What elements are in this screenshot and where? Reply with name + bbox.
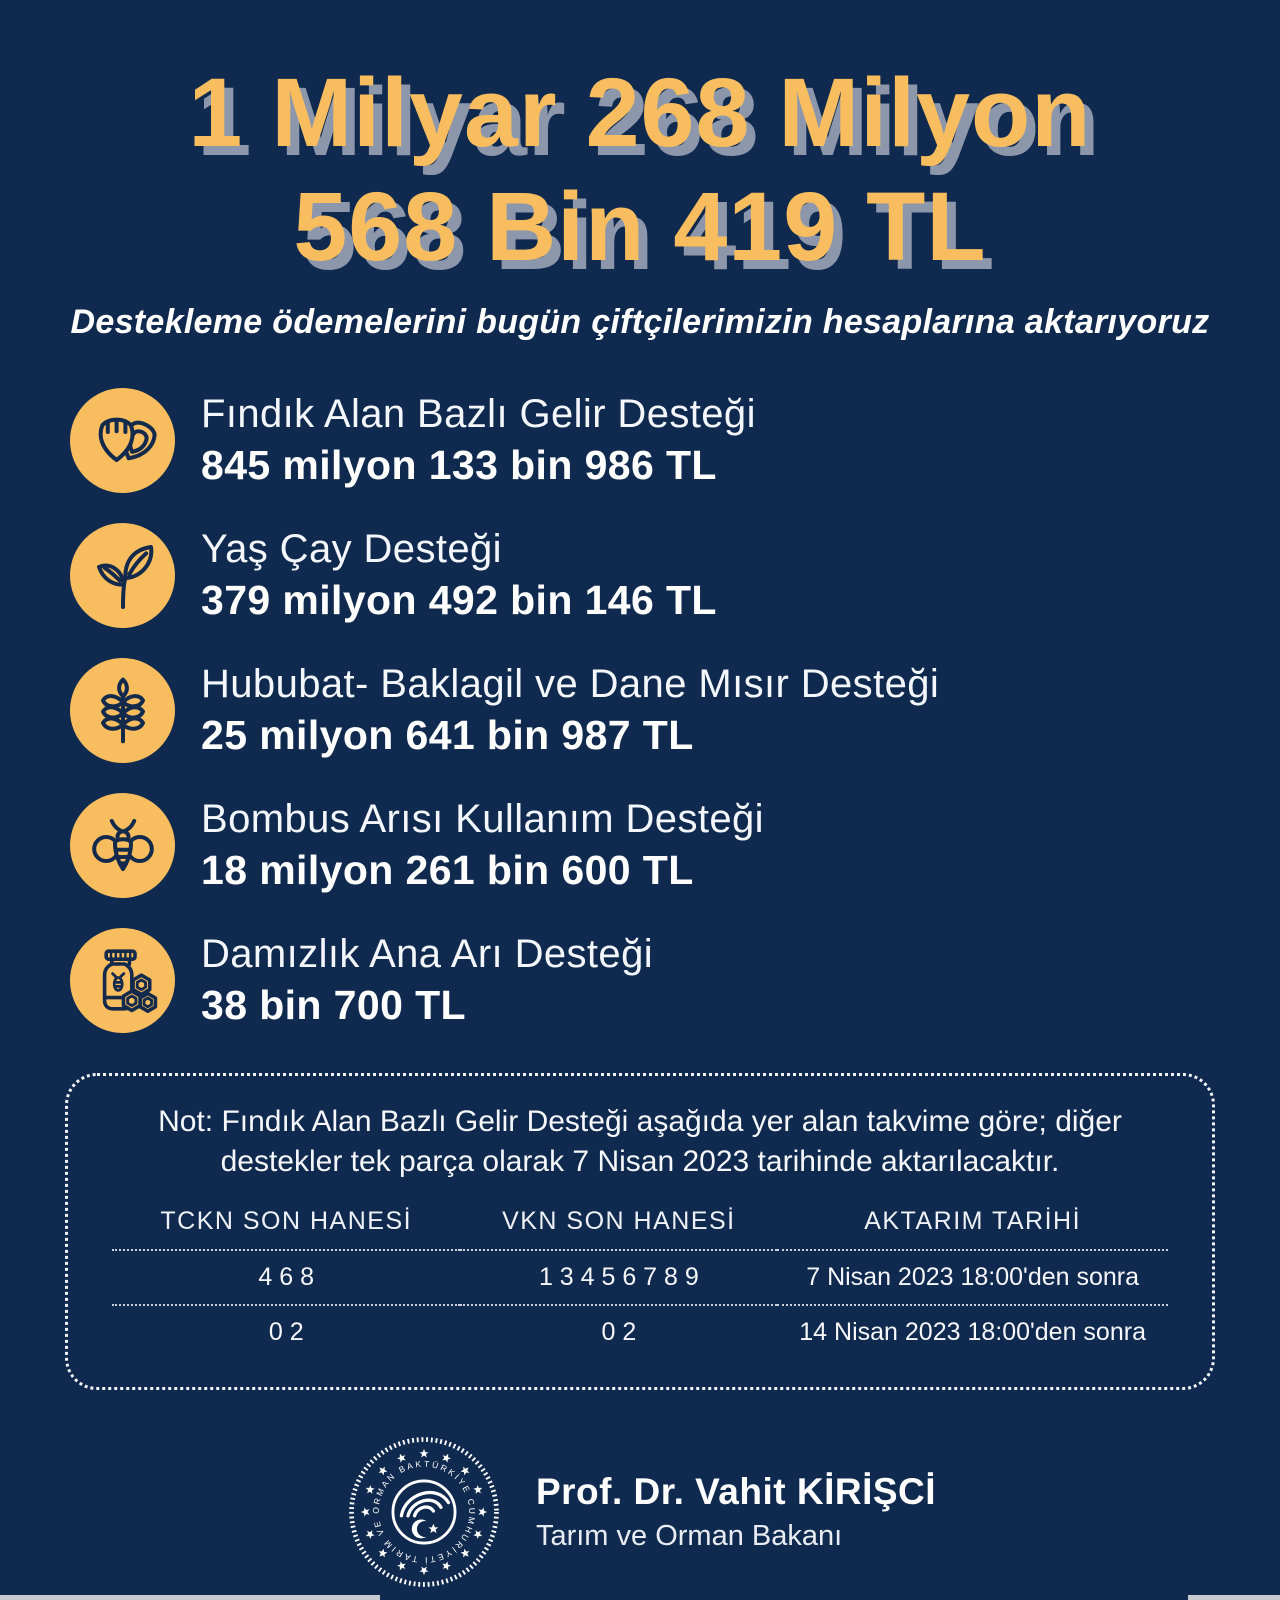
col-header-aktarim: AKTARIM TARİHİ	[864, 1206, 1082, 1235]
minister-block	[536, 1471, 936, 1553]
page-edge-right	[1188, 1595, 1280, 1600]
headline-line2: 568 Bin 419 TL	[293, 172, 987, 282]
headline-line1: 1 Milyar 268 Milyon	[188, 58, 1092, 167]
tea-leaf-icon	[70, 523, 175, 628]
cell-date: 14 Nisan 2023 18:00'den sonra	[799, 1317, 1146, 1346]
subtitle: Destekleme ödemelerini bugün çiftçilerimizin hesaplarına aktarıyoruz	[70, 302, 1210, 341]
support-item-cay	[70, 523, 1280, 628]
table-row	[112, 1305, 1168, 1359]
support-amount: 18 milyon 261 bin 600 TL	[201, 846, 694, 893]
support-amount: 845 milyon 133 bin 986 TL	[201, 441, 717, 488]
support-item-ana-ari	[70, 928, 1280, 1033]
minister-title: Tarım ve Orman Bakanı	[535, 1519, 843, 1552]
support-list	[70, 388, 1280, 1033]
svg-text:TÜRKİYE CUMHURİYETİ TARIM VE O	[371, 1459, 478, 1566]
note-box	[65, 1073, 1215, 1390]
wheat-icon	[70, 658, 175, 763]
cell-date: 7 Nisan 2023 18:00'den sonra	[806, 1262, 1140, 1291]
support-item-hububat	[70, 658, 1280, 763]
table-header-row	[112, 1197, 1168, 1250]
hazelnut-icon	[70, 388, 175, 493]
support-label: Hububat- Baklagil ve Dane Mısır Desteği	[201, 661, 940, 706]
col-header-tckn: TCKN SON HANESİ	[160, 1206, 413, 1235]
ministry-seal-logo	[344, 1432, 504, 1592]
footer	[0, 1432, 1280, 1592]
minister-name: Prof. Dr. Vahit KİRİŞCİ	[535, 1470, 937, 1512]
support-amount: 25 milyon 641 bin 987 TL	[201, 711, 694, 758]
support-label: Fındık Alan Bazlı Gelir Desteği	[201, 391, 756, 436]
honey-jar-icon	[70, 928, 175, 1033]
support-item-findik	[70, 388, 1280, 493]
cell-vkn: 0 2	[601, 1317, 637, 1346]
table-row	[112, 1250, 1168, 1305]
bee-icon	[70, 793, 175, 898]
support-amount: 379 milyon 492 bin 146 TL	[201, 576, 717, 623]
support-label: Damızlık Ana Arı Desteği	[201, 931, 654, 976]
support-item-bombus	[70, 793, 1280, 898]
note-text: Not: Fındık Alan Bazlı Gelir Desteği aşağıda yer alan takvime göre; diğer destekler tek parça olarak 7 Nisan 2023 tarihinde aktarılacaktır.	[158, 1104, 1122, 1179]
support-label: Bombus Arısı Kullanım Desteği	[201, 796, 764, 841]
col-header-vkn: VKN SON HANESİ	[502, 1206, 736, 1235]
support-label: Yaş Çay Desteği	[201, 526, 502, 571]
seal-arc-text: TÜRKİYE CUMHURİYETİ TARIM VE ORMAN BAKANLIĞI	[370, 1458, 478, 1566]
support-amount: 38 bin 700 TL	[201, 981, 466, 1028]
headline	[0, 56, 1280, 285]
page-edge-left	[0, 1595, 380, 1600]
cell-tckn: 4 6 8	[258, 1262, 315, 1291]
schedule-table	[112, 1197, 1168, 1359]
cell-vkn: 1 3 4 5 6 7 8 9	[538, 1262, 699, 1291]
cell-tckn: 0 2	[268, 1317, 304, 1346]
